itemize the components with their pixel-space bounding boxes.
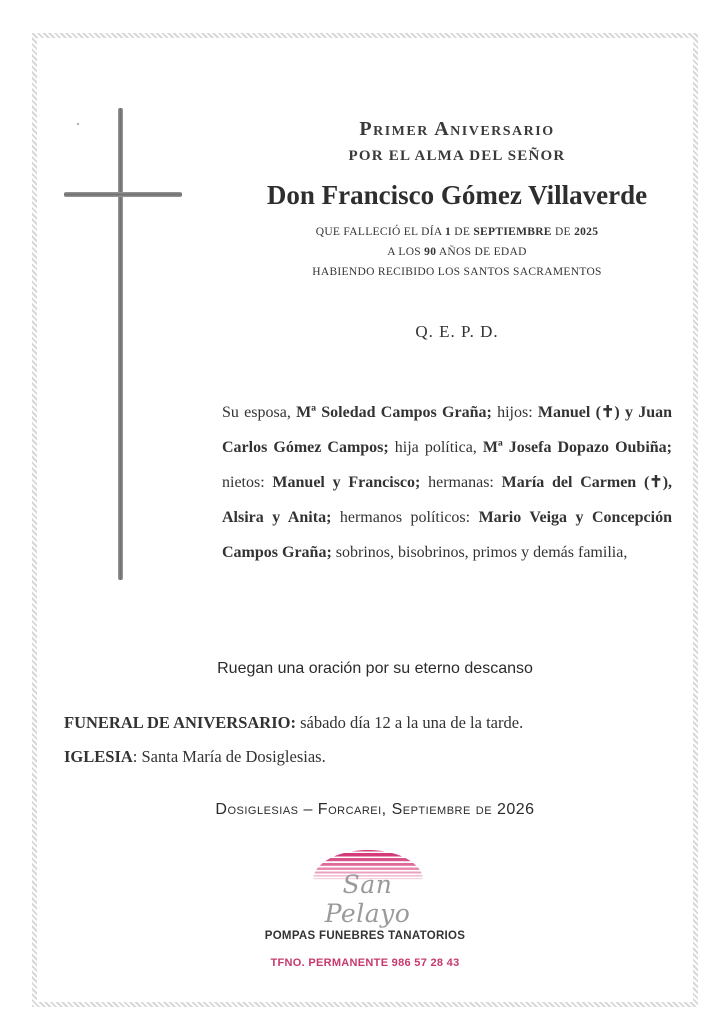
prayer-request: Ruegan una oración por su eterno descanso bbox=[217, 660, 533, 677]
deceased-name: Don Francisco Gómez Villaverde bbox=[266, 180, 648, 210]
wife-name: Mª Soledad Campos Graña; bbox=[296, 404, 492, 421]
sisters-names: María del Carmen (✝), Alsira y Anita; bbox=[222, 474, 673, 526]
family-paragraph: Su esposa, Mª Soledad Campos Graña; hijos: Manuel (✝) y Juan Carlos Gómez Campos; hija política, Mª Josefa Dopazo Oubiña; nietos: Manuel y Francisco; hermanas: María del Carmen (✝), Alsira y Anita; hermanos políticos: Mario Veiga y Concepción Campos Graña; sobrinos, bisobrinos, primos y demás familia, bbox=[222, 404, 673, 561]
subtitle: POR EL ALMA DEL SEÑOR bbox=[348, 148, 566, 164]
death-details bbox=[222, 222, 692, 282]
place-date: Dosiglesias – Forcarei, Septiembre de 2026 bbox=[215, 801, 535, 818]
church-label: IGLESIA bbox=[64, 747, 133, 766]
company-name: POMPAS FUNEBRES TANATORIOS bbox=[264, 930, 466, 942]
company-phone: TFNO. PERMANENTE 986 57 28 43 bbox=[270, 957, 460, 969]
anniversary-title: Primer Aniversario bbox=[359, 118, 555, 140]
funeral-label: FUNERAL DE ANIVERSARIO: bbox=[64, 713, 296, 732]
church-info: IGLESIA: Santa María de Dosiglesias. bbox=[64, 747, 326, 766]
company-logo-text: San Pelayo bbox=[324, 870, 411, 928]
paper-speck bbox=[77, 123, 79, 125]
grandchildren-names: Manuel y Francisco; bbox=[272, 474, 421, 491]
death-date-line: QUE FALLECIÓ EL DÍA 1 DE SEPTIEMBRE DE 2025 bbox=[315, 226, 599, 238]
funeral-info: FUNERAL DE ANIVERSARIO: sábado día 12 a la una de la tarde. bbox=[64, 713, 524, 732]
qepd: Q. E. P. D. bbox=[415, 322, 499, 341]
sacraments-line: HABIENDO RECIBIDO LOS SANTOS SACRAMENTOS bbox=[312, 266, 602, 278]
age-line: A LOS 90 AÑOS DE EDAD bbox=[387, 246, 527, 258]
in-laws-names: Mario Veiga y Concepción Campos Graña; bbox=[222, 509, 672, 561]
daughter-in-law-name: Mª Josefa Dopazo Oubiña; bbox=[482, 439, 672, 456]
sons-names: Manuel (✝) y Juan Carlos Gómez Campos; bbox=[222, 404, 673, 456]
cross-icon-vertical bbox=[118, 108, 123, 580]
cross-icon-horizontal bbox=[64, 192, 182, 197]
